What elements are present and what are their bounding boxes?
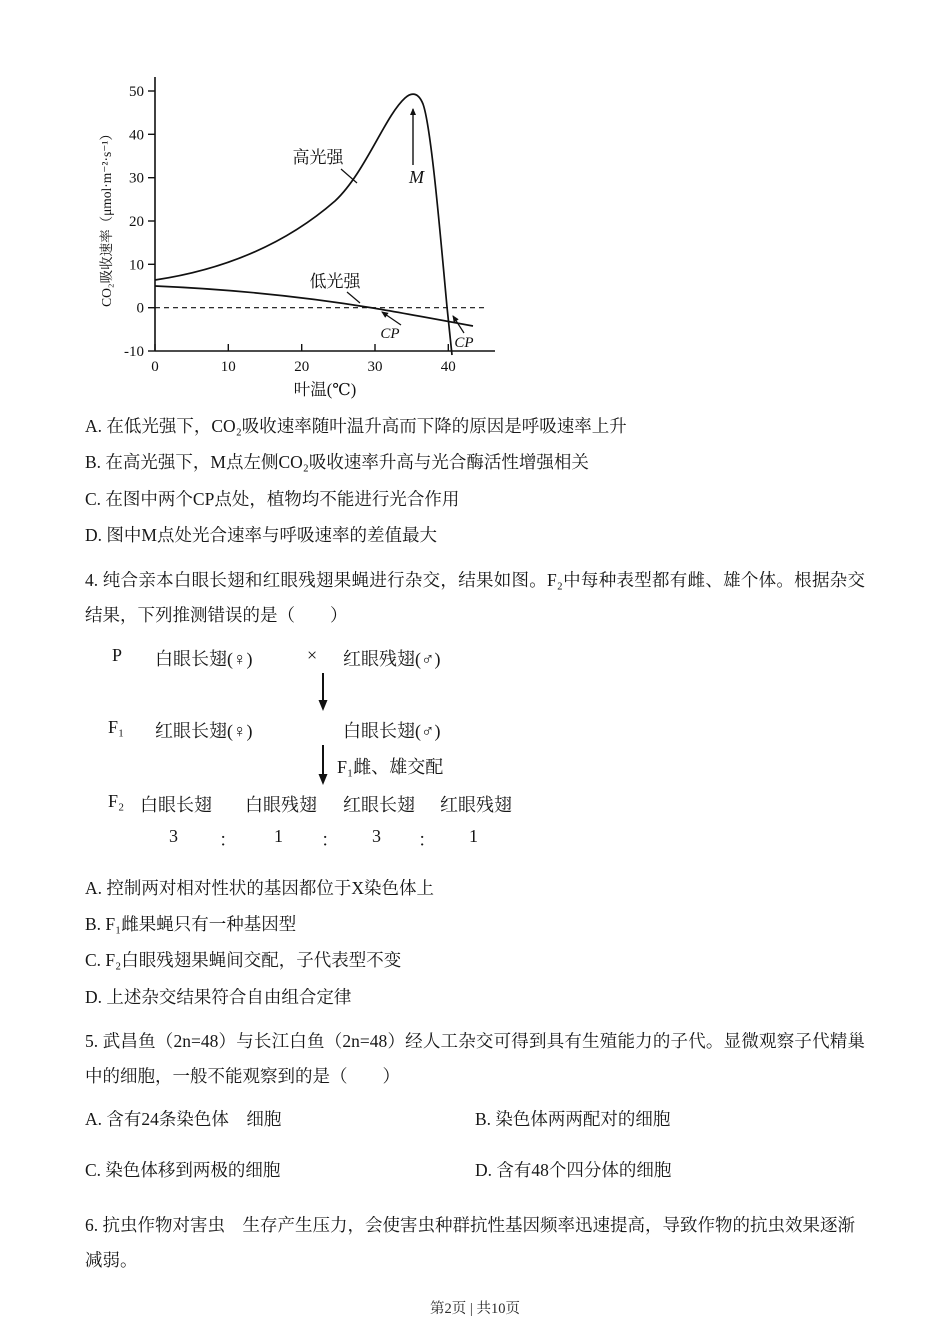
q4-option-c: C. F₂白眼残翅果蝇间交配，子代表型不变 (85, 950, 402, 971)
q3-option-c: C. 在图中两个CP点处，植物均不能进行光合作用 (85, 488, 460, 509)
question-4-options (85, 879, 865, 1007)
x-tick-40: 40 (440, 359, 456, 375)
q5-option-d: D. 含有48个四分体的细胞 (475, 1160, 672, 1180)
x-tick-30: 30 (367, 359, 383, 375)
cross-p-female: 白眼长翅(♀) (155, 648, 253, 669)
y-ticks (148, 91, 155, 351)
chart-svg (85, 61, 515, 406)
cross-ratio-1: 3 (169, 825, 178, 846)
page-footer (0, 1297, 950, 1318)
m-point-label: M (409, 167, 424, 187)
question-5 (85, 1024, 865, 1182)
cp2-label: CP (454, 335, 474, 351)
y-tick-30: 30 (129, 170, 144, 187)
y-tick-10: 10 (129, 257, 144, 274)
cross-f2-phen-3: 红眼长翅 (343, 794, 415, 815)
cross-f2-label: F₂ (108, 790, 125, 811)
y-tick-20: 20 (129, 214, 144, 230)
cross-f2-phen-4: 红眼残翅 (440, 794, 512, 815)
q4-option-b: B. F₁雌果蝇只有一种基因型 (85, 913, 297, 934)
x-tick-20: 20 (294, 359, 310, 375)
x-tick-0: 0 (151, 359, 159, 375)
cross-ratio-colon-2: ： (321, 829, 339, 850)
cross-ratio-4: 1 (469, 825, 478, 846)
low-light-pointer (347, 292, 360, 303)
q4-stem: 4. 纯合亲本白眼长翅和红眼残翅果蝇进行杂交，结果如图。F₂中每种表型都有雌、雄个体。根据杂交结果，下列推测错误的是（ ） (85, 569, 865, 625)
q3-option-b: B. 在高光强下，M点左侧CO₂吸收速率升高与光合酶活性增强相关 (85, 452, 589, 473)
cross-p-label: P (112, 644, 123, 665)
low-light-curve (155, 286, 473, 326)
y-tick-50: 50 (129, 84, 144, 100)
co2-temperature-chart (85, 61, 865, 411)
x-tick-10: 10 (220, 359, 236, 375)
cross-arrow-1 (316, 673, 330, 711)
q4-option-d: D. 上述杂交结果符合自由组合定律 (85, 986, 352, 1007)
y-tick-neg10: -10 (124, 344, 144, 360)
q4-option-a: A. 控制两对相对性状的基因都位于X染色体上 (85, 877, 435, 898)
q5-stem: 5. 武昌鱼（2n=48）与长江白鱼（2n=48）经人工杂交可得到具有生殖能力的子代。显微观察子代精巢中的细胞，一般不能观察到的是（ ） (85, 1031, 865, 1086)
cross-f1-label: F₁ (108, 716, 125, 737)
cross-f2-phen-2: 白眼残翅 (245, 794, 317, 815)
cp1-arrow (382, 312, 401, 325)
question-3-options (85, 417, 865, 545)
x-axis-label: 叶温(℃) (293, 380, 357, 399)
cross-f2-phen-1: 白眼长翅 (140, 794, 212, 815)
q5-option-b: B. 染色体两两配对的细胞 (475, 1109, 671, 1129)
q3-option-d: D. 图中M点处光合速率与呼吸速率的差值最大 (85, 525, 437, 546)
genetic-cross-diagram (95, 645, 655, 863)
cross-sign: × (307, 644, 318, 665)
high-light-curve (155, 94, 452, 355)
cross-ratio-colon-3: ： (418, 829, 436, 850)
cross-p-male: 红眼残翅(♂) (343, 648, 441, 669)
q5-options-row-1 (85, 1106, 865, 1131)
y-tick-40: 40 (129, 127, 144, 144)
cross-ratio-colon-1: ： (219, 829, 237, 850)
high-light-label: 高光强 (292, 148, 344, 167)
cross-f1-female: 红眼长翅(♀) (155, 720, 253, 741)
cross-arrow-2-label: F₁雌、雄交配 (337, 756, 444, 777)
page-number: 第2页 | 共10页 (430, 1301, 520, 1317)
cross-arrow-2 (316, 745, 330, 785)
cross-f1-male: 白眼长翅(♂) (343, 720, 441, 741)
y-tick-0: 0 (136, 300, 144, 317)
q3-option-a: A. 在低光强下，CO₂吸收速率随叶温升高而下降的原因是呼吸速率上升 (85, 416, 627, 436)
question-6 (85, 1208, 865, 1278)
x-ticks (155, 344, 448, 351)
low-light-label: 低光强 (309, 272, 361, 291)
q5-options-row-2 (85, 1157, 865, 1182)
question-4 (85, 563, 865, 1007)
cross-ratio-2: 1 (274, 825, 283, 846)
y-axis-label: CO₂吸收速率（μmol·m⁻²·s⁻¹） (99, 127, 114, 307)
cross-ratio-3: 3 (372, 825, 381, 846)
q5-option-c: C. 染色体移到两极的细胞 (85, 1160, 281, 1180)
cp1-label: CP (380, 326, 400, 342)
q5-option-a: A. 含有24条染色体 细胞 (85, 1109, 282, 1129)
q6-stem: 6. 抗虫作物对害虫 生存产生压力，会使害虫种群抗性基因频率迅速提高，导致作物的抗虫效果逐渐减弱。 (85, 1215, 855, 1270)
